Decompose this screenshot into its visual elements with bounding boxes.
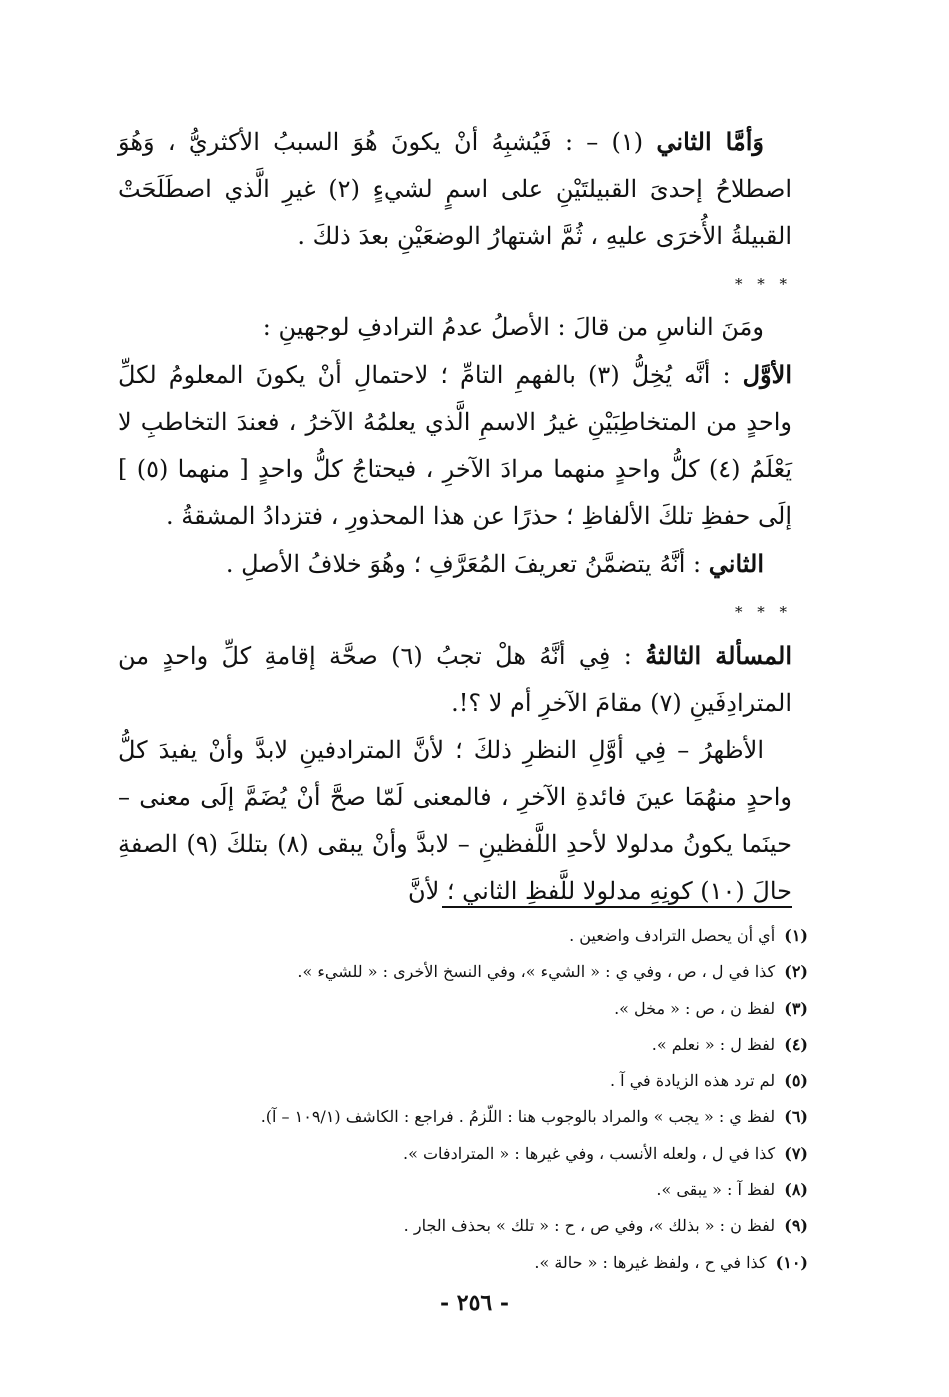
paragraph-lead: الثاني	[708, 549, 764, 578]
paragraph-text: : أنَّهُ يتضمَّنُ تعريفَ المُعَرَّفِ ؛ وهُوَ خلافُ الأصلِ .	[225, 550, 702, 578]
paragraph-text: : أنَّه يُخِلُّ (٣) بالفهمِ التامِّ ؛ لاحتمالِ أنْ يكونَ المعلومُ لكلِّ واحدٍ من المتخاطِبَيْنِ غيرُ الاسمِ الَّذي يعلمُهُ الآخرُ ، فعندَ التخاطبِ لا يَعْلَمُ (٤) كلُّ واحدٍ منهما مرادَ الآخرِ ، فيحتاجُ كلُّ واحدٍ [ منهما (٥) ] إلَى حفظِ تلكَ الألفاظِ ؛ حذرًا عن هذا المحذورِ ، فتزدادُ المشقةُ .	[118, 361, 792, 530]
paragraph-lead: الأوَّل	[742, 360, 792, 389]
section-separator: * * *	[734, 603, 792, 621]
footnote-number: (٦)	[784, 1107, 808, 1127]
main-text	[118, 118, 792, 915]
footnote-number: (٥)	[784, 1071, 808, 1091]
footnote	[118, 1208, 808, 1244]
paragraph-text: الأظهرُ – فِي أوَّلِ النظرِ ذلكَ ؛ لأنَّ المترادفينِ لابدَّ وأنْ يفيدَ كلُّ واحدٍ منهُمَا عينَ فائدةِ الآخرِ ، فالمعنى لَمّا صحَّ أنْ يُضَمَّ إلَى معنى – حينَما يكونُ مدلولا لأحدِ اللَّفظينِ – لابدَّ وأنْ يبقى (٨) بتلكَ (٩) الصفةِ حالَ (١٠) كونِهِ مدلولا للَّفظِ الثاني ؛ لأنَّ	[118, 736, 793, 905]
footnote-text: لفظ آ : « يبقى ».	[656, 1180, 776, 1200]
footnote-text: كذا في ل ، ولعله الأنسب ، وفي غيرها : « المترادفات ».	[403, 1143, 776, 1163]
paragraph-answer	[118, 727, 792, 915]
paragraph-lead: وَأمَّا الثاني	[656, 127, 765, 156]
footnote-number: (٨)	[784, 1180, 808, 1200]
footnote-number: (٣)	[784, 998, 808, 1018]
footnote-number: (١٠)	[775, 1252, 808, 1272]
footnote-number: (٤)	[784, 1034, 808, 1054]
footnote-text: كذا في ل ، ص ، وفي ي : « الشيء »، وفي النسخ الأخرى : « للشيء ».	[297, 962, 776, 982]
paragraph-lead: المسألة الثالثةُ	[645, 641, 792, 670]
paragraph-second-reason	[118, 118, 792, 260]
footnote-number: (٩)	[784, 1216, 808, 1236]
paragraph-text: ومَنَ الناسِ من قالَ : الأصلُ عدمُ الترادفِ لوجهينِ :	[262, 313, 764, 341]
footnote-text: لفظ ي : « يجب » والمراد بالوجوب هنا : اللّزمُ . فراجع : الكاشف (١٠٩/١ – آ).	[260, 1107, 776, 1127]
footnote-number: (١)	[784, 926, 808, 945]
footnote	[118, 1245, 808, 1281]
footnote-number: (٢)	[784, 962, 808, 982]
paragraph-text: (١) – : فَيُشبِهُ أنْ يكونَ هُوَ السببُ الأكثريُّ ، وَهُوَ اصطلاحُ إحدىَ القبيلتَيْنِ على اسمٍ لشيءٍ (٢) غيرِ الَّذي اصطَلَحَتْ القبيلةُ الأُخرَى عليهِ ، ثُمَّ اشتهارُ الوضعَيْنِ بعدَ ذلكَ .	[118, 128, 793, 250]
footnote	[118, 1099, 808, 1135]
footnote-divider	[442, 906, 792, 908]
footnote-text: كذا في ح ، ولفظ غيرها : « حالة ».	[534, 1252, 767, 1272]
paragraph-second-aspect	[118, 540, 792, 588]
footnote	[118, 1136, 808, 1172]
footnotes	[118, 918, 808, 1281]
page-number: - ٢٥٦ -	[439, 1290, 510, 1316]
footnote-text: لفظ ن : « بذلك »، وفي ص ، ح : « تلك » بحذف الجار .	[403, 1216, 776, 1236]
footnote-text: لفظ ل : « نعلم ».	[651, 1034, 776, 1054]
footnote-number: (٧)	[784, 1143, 808, 1163]
paragraph-text: : فِي أنَّهُ هلْ تجبُ (٦) صحَّة إقامةِ كلِّ واحدٍ من المترادِفَينِ (٧) مقامَ الآخرِ أم لا ؟!.	[118, 642, 792, 717]
footnote	[118, 1172, 808, 1208]
footnote	[118, 1063, 808, 1099]
footnote	[118, 991, 808, 1027]
footnote	[118, 1027, 808, 1063]
paragraph-intro	[118, 304, 792, 351]
footnote-text: لفظ ن ، ص : « مخل ».	[614, 998, 776, 1018]
footnote-text: لم ترد هذه الزيادة في آ .	[609, 1071, 776, 1091]
paragraph-first-aspect	[118, 351, 792, 540]
paragraph-third-question	[118, 632, 792, 727]
section-separator: * * *	[734, 275, 792, 293]
footnote	[118, 918, 808, 954]
footnote-text: أي أن يحصل الترادف واضعين .	[569, 926, 776, 945]
footnote	[118, 954, 808, 990]
